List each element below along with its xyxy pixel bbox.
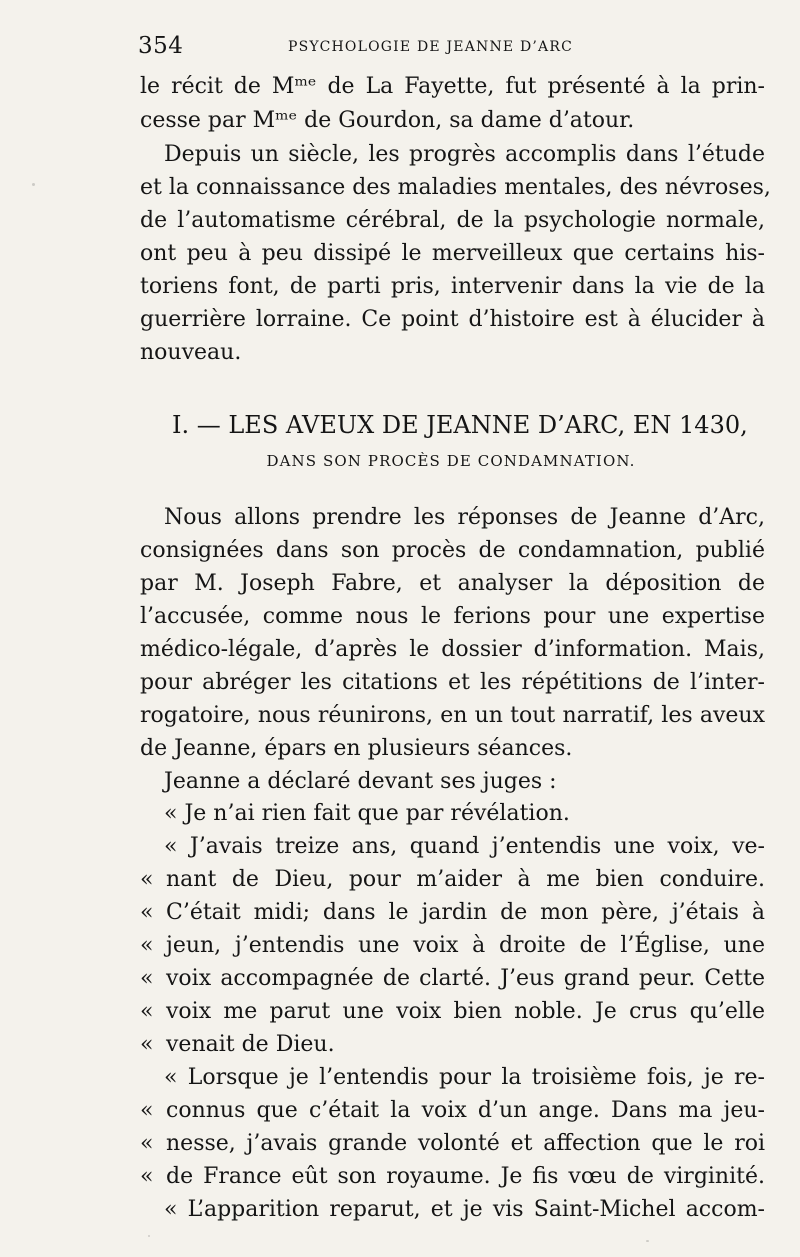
text-line-13: l’accusée, comme nous le ferions pour une expertise xyxy=(140,604,765,629)
quoted-line-28 xyxy=(140,1096,765,1126)
text-line-9: nouveau. xyxy=(140,340,242,365)
text-line-19: « Je n’ai rien fait que par révélation. xyxy=(164,801,570,826)
text-line-1: le récit de Mᵐᵉ de La Fayette, fut présenté à la prin- xyxy=(140,74,765,99)
text-line-11: consignées dans son procès de condamnation, publié xyxy=(140,538,765,563)
text-line-22: C’était midi; dans le jardin de mon père, j’étais à xyxy=(166,900,765,925)
quote-mark: « xyxy=(140,966,154,991)
text-line-24: voix accompagnée de clarté. J’eus grand peur. Cette xyxy=(166,966,765,991)
text-line-27: « Lorsque je l’entendis pour la troisième fois, je re- xyxy=(164,1065,765,1090)
text-line-8: guerrière lorraine. Ce point d’histoire est à élucider à xyxy=(140,307,765,332)
quote-mark: « xyxy=(140,867,154,892)
section-subtitle: DANS SON PROCÈS DE CONDAMNATION. xyxy=(266,452,636,470)
running-head: PSYCHOLOGIE DE JEANNE D’ARC xyxy=(288,39,574,55)
quote-mark: « xyxy=(140,933,154,958)
text-line-15: pour abréger les citations et les répétitions de l’inter- xyxy=(140,670,765,695)
quoted-line-29 xyxy=(140,1129,765,1159)
text-line-23: jeun, j’entendis une voix à droite de l’Église, une xyxy=(166,933,765,958)
text-line-30: de France eût son royaume. Je fis vœu de virginité. xyxy=(166,1164,765,1189)
text-line-16: rogatoire, nous réunirons, en un tout narratif, les aveux xyxy=(140,703,765,728)
text-line-20: « J’avais treize ans, quand j’entendis une voix, ve- xyxy=(164,834,765,859)
quote-mark: « xyxy=(140,1131,154,1156)
text-line-6: ont peu à peu dissipé le merveilleux que certains his- xyxy=(140,241,765,266)
text-line-29: nesse, j’avais grande volonté et affection que le roi xyxy=(166,1131,765,1156)
quote-mark: « xyxy=(140,1032,154,1057)
text-line-5: de l’automatisme cérébral, de la psychologie normale, xyxy=(140,208,765,233)
text-line-14: médico-légale, d’après le dossier d’information. Mais, xyxy=(140,637,765,662)
text-line-21: nant de Dieu, pour m’aider à me bien conduire. xyxy=(166,867,765,892)
text-line-26: venait de Dieu. xyxy=(166,1032,335,1057)
text-line-25: voix me parut une voix bien noble. Je crus qu’elle xyxy=(166,999,765,1024)
quoted-line-21 xyxy=(140,865,765,895)
text-line-4: et la connaissance des maladies mentales, des névroses, xyxy=(140,175,771,200)
quoted-line-22 xyxy=(140,898,765,928)
text-line-2: cesse par Mᵐᵉ de Gourdon, sa dame d’atour. xyxy=(140,108,635,133)
paper-speck xyxy=(646,1240,649,1242)
quote-mark: « xyxy=(140,900,154,925)
quoted-line-26 xyxy=(140,1030,765,1060)
quoted-line-24 xyxy=(140,964,765,994)
quote-mark: « xyxy=(140,999,154,1024)
quote-mark: « xyxy=(140,1098,154,1123)
quoted-line-30 xyxy=(140,1162,765,1192)
text-line-10: Nous allons prendre les réponses de Jeanne d’Arc, xyxy=(164,505,765,530)
paper-speck xyxy=(148,1235,150,1237)
page-number: 354 xyxy=(138,33,184,59)
text-line-12: par M. Joseph Fabre, et analyser la déposition de xyxy=(140,571,765,596)
text-line-17: de Jeanne, épars en plusieurs séances. xyxy=(140,736,573,761)
section-title: I. — LES AVEUX DE JEANNE D’ARC, EN 1430, xyxy=(172,411,748,439)
quote-mark: « xyxy=(140,1164,154,1189)
paper-speck xyxy=(32,183,35,186)
quoted-line-25 xyxy=(140,997,765,1027)
text-line-7: toriens font, de parti pris, intervenir dans la vie de la xyxy=(140,274,765,299)
quoted-line-23 xyxy=(140,931,765,961)
text-line-3: Depuis un siècle, les progrès accomplis dans l’étude xyxy=(164,142,765,167)
text-line-31: « L’apparition reparut, et je vis Saint-Michel accom- xyxy=(164,1197,765,1222)
page-header xyxy=(138,32,768,62)
text-line-18: Jeanne a déclaré devant ses juges : xyxy=(164,769,557,794)
text-line-28: connus que c’était la voix d’un ange. Dans ma jeu- xyxy=(166,1098,765,1123)
